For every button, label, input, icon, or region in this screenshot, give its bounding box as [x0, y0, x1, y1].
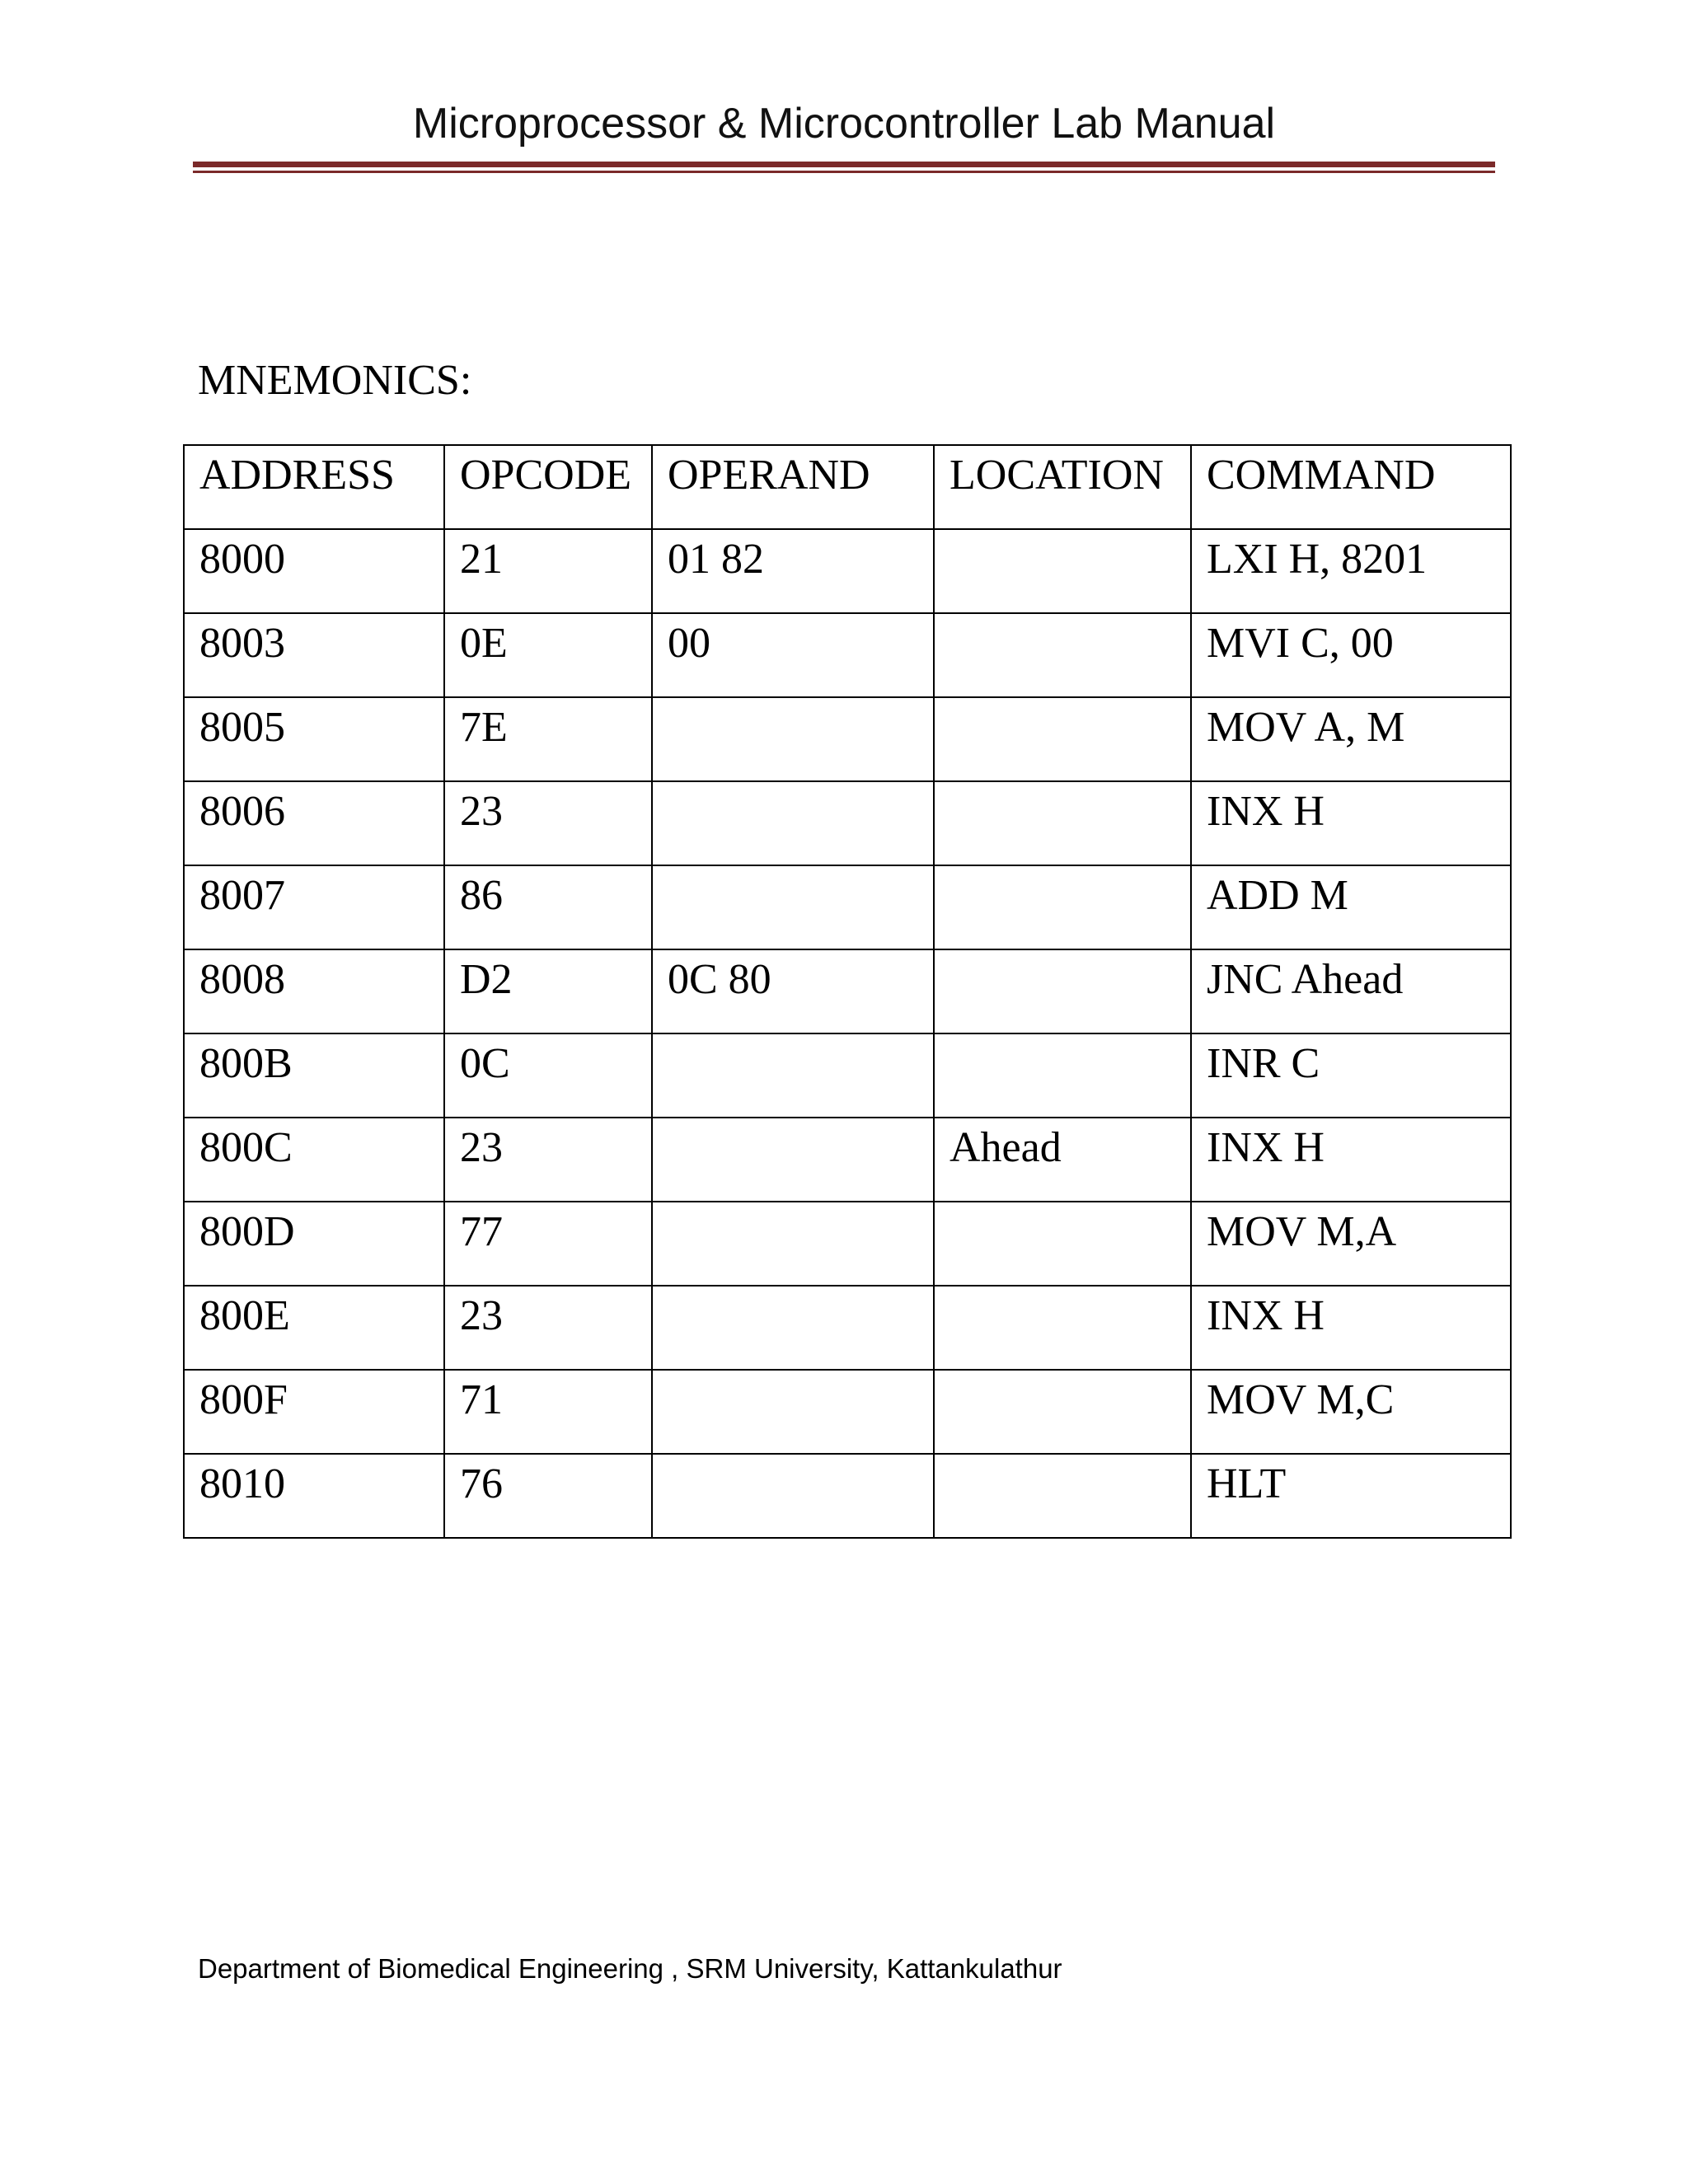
table-row [184, 781, 1511, 865]
cell-command: MVI C, 00 [1191, 613, 1511, 697]
cell-opcode: 77 [444, 1202, 652, 1286]
cell-command: INX H [1191, 1286, 1511, 1370]
column-header-command: COMMAND [1191, 445, 1511, 529]
cell-opcode: 23 [444, 781, 652, 865]
cell-location [934, 1033, 1191, 1118]
cell-opcode: 23 [444, 1118, 652, 1202]
cell-operand [652, 781, 934, 865]
cell-location [934, 865, 1191, 949]
table-row [184, 1118, 1511, 1202]
column-header-location: LOCATION [934, 445, 1191, 529]
cell-opcode: 23 [444, 1286, 652, 1370]
cell-opcode: D2 [444, 949, 652, 1033]
table-row [184, 1286, 1511, 1370]
cell-location: Ahead [934, 1118, 1191, 1202]
column-header-address: ADDRESS [184, 445, 444, 529]
cell-address: 8000 [184, 529, 444, 613]
cell-operand [652, 1033, 934, 1118]
cell-location [934, 1286, 1191, 1370]
table-row [184, 1202, 1511, 1286]
cell-location [934, 1370, 1191, 1454]
cell-address: 800E [184, 1286, 444, 1370]
table-row [184, 613, 1511, 697]
cell-command: HLT [1191, 1454, 1511, 1538]
cell-command: INX H [1191, 781, 1511, 865]
cell-opcode: 86 [444, 865, 652, 949]
cell-opcode: 7E [444, 697, 652, 781]
cell-operand: 00 [652, 613, 934, 697]
cell-address: 800B [184, 1033, 444, 1118]
table-row [184, 865, 1511, 949]
cell-operand: 0C 80 [652, 949, 934, 1033]
page-header-title: Microprocessor & Microcontroller Lab Manual [412, 100, 1276, 148]
table-row [184, 1370, 1511, 1454]
cell-address: 8007 [184, 865, 444, 949]
table-row [184, 1033, 1511, 1118]
cell-location [934, 949, 1191, 1033]
header-rule-thick [193, 162, 1495, 167]
cell-command: LXI H, 8201 [1191, 529, 1511, 613]
cell-location [934, 781, 1191, 865]
table-row [184, 529, 1511, 613]
cell-operand: 01 82 [652, 529, 934, 613]
cell-command: ADD M [1191, 865, 1511, 949]
cell-operand [652, 697, 934, 781]
cell-address: 800F [184, 1370, 444, 1454]
cell-location [934, 613, 1191, 697]
cell-command: MOV M,C [1191, 1370, 1511, 1454]
column-header-operand: OPERAND [652, 445, 934, 529]
cell-operand [652, 865, 934, 949]
cell-command: INR C [1191, 1033, 1511, 1118]
cell-operand [652, 1202, 934, 1286]
cell-operand [652, 1370, 934, 1454]
cell-opcode: 0C [444, 1033, 652, 1118]
section-label: MNEMONICS: [198, 357, 472, 404]
cell-command: MOV M,A [1191, 1202, 1511, 1286]
cell-opcode: 71 [444, 1370, 652, 1454]
cell-operand [652, 1454, 934, 1538]
table-row [184, 697, 1511, 781]
cell-location [934, 697, 1191, 781]
cell-opcode: 76 [444, 1454, 652, 1538]
cell-address: 8010 [184, 1454, 444, 1538]
mnemonics-table [183, 444, 1512, 1539]
cell-operand [652, 1286, 934, 1370]
cell-operand [652, 1118, 934, 1202]
cell-address: 8003 [184, 613, 444, 697]
table-row [184, 949, 1511, 1033]
cell-location [934, 529, 1191, 613]
cell-address: 800C [184, 1118, 444, 1202]
cell-address: 8005 [184, 697, 444, 781]
header-rule-thin [193, 171, 1495, 173]
cell-address: 8006 [184, 781, 444, 865]
cell-opcode: 0E [444, 613, 652, 697]
cell-location [934, 1202, 1191, 1286]
cell-address: 800D [184, 1202, 444, 1286]
cell-address: 8008 [184, 949, 444, 1033]
cell-location [934, 1454, 1191, 1538]
cell-command: JNC Ahead [1191, 949, 1511, 1033]
cell-command: MOV A, M [1191, 697, 1511, 781]
cell-opcode: 21 [444, 529, 652, 613]
table-row [184, 1454, 1511, 1538]
page-footer: Department of Biomedical Engineering , SRM University, Kattankulathur [198, 1953, 1062, 1984]
cell-command: INX H [1191, 1118, 1511, 1202]
column-header-opcode: OPCODE [444, 445, 652, 529]
table-header-row [184, 445, 1511, 529]
